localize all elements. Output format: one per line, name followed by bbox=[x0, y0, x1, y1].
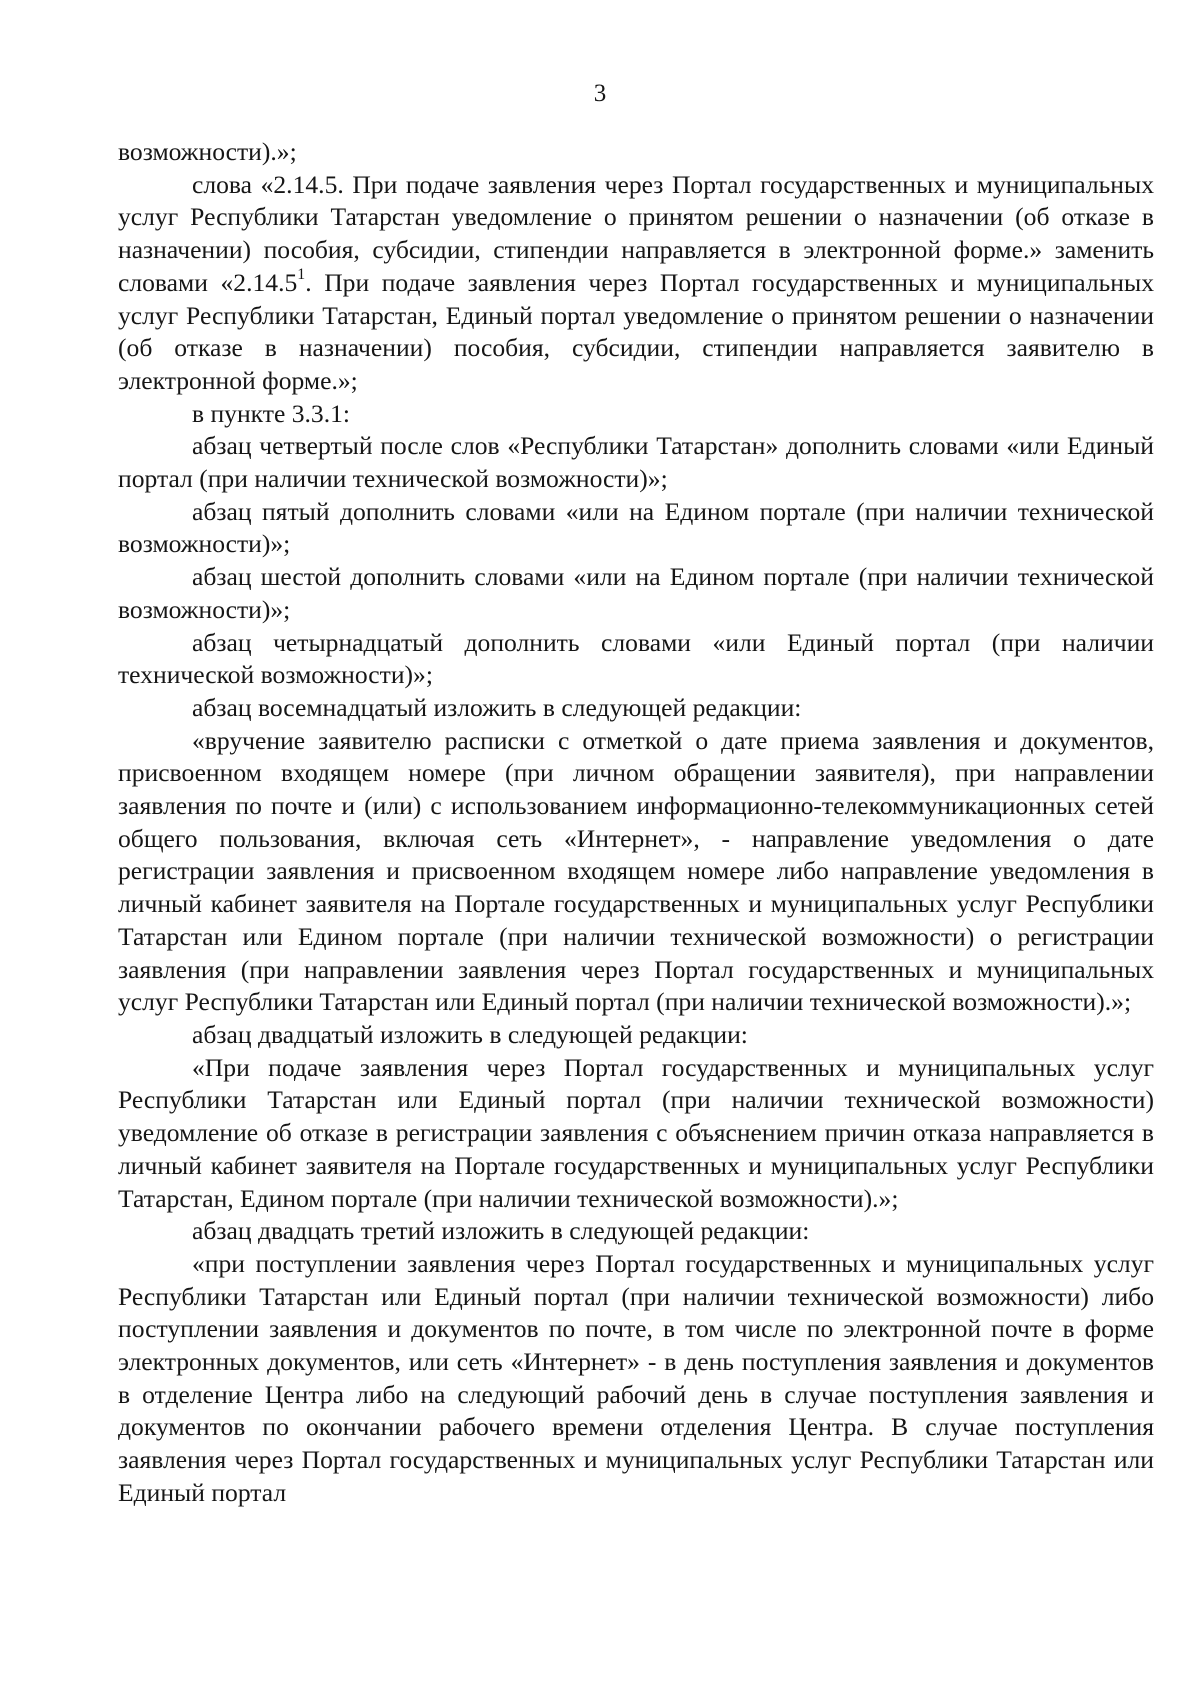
paragraph-4: абзац четвертый после слов «Республики Татарстан» дополнить словами «или Единый портал (при наличии технической возможности)»; bbox=[118, 431, 1154, 494]
paragraph-11: «При подаче заявления через Портал государственных и муниципальных услуг Республики Татарстан или Единый портал (при наличии технической возможности) уведомление об отказе в регистрации заявления с объяснением причин отказа направляется в личный кабинет заявителя на Портале государственных и муниципальных услуг Республики Татарстан, Едином портале (при наличии технической возможности).»; bbox=[118, 1052, 1154, 1213]
paragraph-12: абзац двадцать третий изложить в следующей редакции: bbox=[192, 1216, 810, 1246]
paragraph-6: абзац шестой дополнить словами «или на Едином портале (при наличии технической возможности)»; bbox=[118, 562, 1154, 624]
paragraph-8: абзац восемнадцатый изложить в следующей редакции: bbox=[192, 692, 802, 722]
paragraph-3: в пункте 3.3.1: bbox=[192, 398, 351, 428]
document-body bbox=[118, 136, 1154, 1510]
paragraph-7: абзац четырнадцатый дополнить словами «или Единый портал (при наличии технической возможности)»; bbox=[118, 627, 1154, 690]
paragraph-5: абзац пятый дополнить словами «или на Едином портале (при наличии технической возможности)»; bbox=[118, 496, 1154, 559]
paragraph-1: возможности).»; bbox=[118, 137, 297, 166]
page-number: 3 bbox=[593, 80, 607, 107]
paragraph-2-superscript: 1 bbox=[297, 265, 306, 283]
paragraph-2-text: слова «2.14.5. При подаче заявления через Портал государственных и муниципальных услуг Республики Татарстан уведомление о принятом решении о назначении (об отказе в назначении) пособия, субсидии, стипендии направляется в электронной форме.» заменить словами «2.14.5 bbox=[118, 169, 1154, 297]
paragraph-9: «вручение заявителю расписки с отметкой о дате приема заявления и документов, присвоенном входящем номере (при личном обращении заявителя), при направлении заявления по почте и (или) с использованием информационно-телекоммуникационных сетей общего пользования, включая сеть «Интернет», - направление уведомления о дате регистрации заявления и присвоенном входящем номере либо направление уведомления в личный кабинет заявителя на Портале государственных и муниципальных услуг Республики Татарстан или Едином портале (при наличии технической возможности) о регистрации заявления (при направлении заявления через Портал государственных и муниципальных услуг Республики Татарстан или Единый портал (при наличии технической возможности).»; bbox=[118, 725, 1154, 1017]
paragraph-10: абзац двадцатый изложить в следующей редакции: bbox=[192, 1019, 748, 1049]
paragraph-2 bbox=[118, 169, 1154, 398]
paragraph-13: «при поступлении заявления через Портал государственных и муниципальных услуг Республики Татарстан или Единый портал (при наличии технической возможности) либо поступлении заявления и документов по почте, в том числе по электронной почте в форме электронных документов, или сеть «Интернет» - в день поступления заявления и документов в отделение Центра либо на следующий рабочий день в случае поступления заявления и документов по окончании рабочего времени отделения Центра. В случае поступления заявления через Портал государственных и муниципальных услуг Республики Татарстан или Единый портал bbox=[118, 1248, 1154, 1507]
paragraph-2-tail: . При подаче заявления через Портал государственных и муниципальных услуг Республики Татарстан, Единый портал уведомление о принятом решении о назначении (об отказе в назначении) пособия, субсидии, стипендии направляется заявителю в электронной форме.»; bbox=[118, 267, 1154, 395]
